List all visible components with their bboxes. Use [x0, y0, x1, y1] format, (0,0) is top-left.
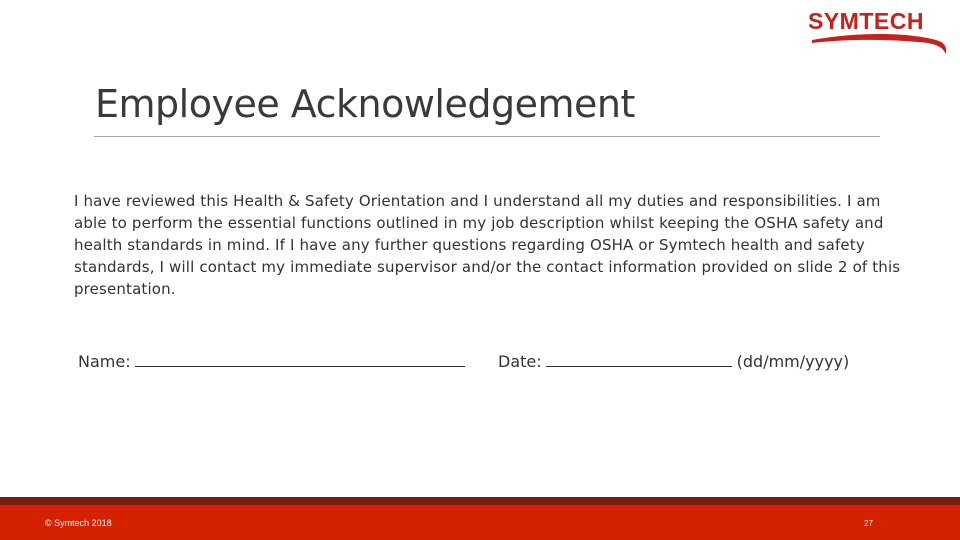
date-format-hint: (dd/mm/yyyy) [736, 352, 850, 371]
date-label: Date: [498, 352, 542, 371]
slide-title: Employee Acknowledgement [95, 82, 635, 126]
logo-wordmark: SYMTECH [808, 8, 924, 34]
date-blank-line[interactable] [546, 348, 732, 367]
symtech-logo [806, 6, 950, 58]
date-field [498, 348, 849, 371]
name-label: Name: [78, 352, 131, 371]
name-field [78, 348, 465, 371]
footer-copyright: © Symtech 2018 [45, 518, 112, 528]
slide-footer [0, 505, 960, 540]
footer-page-number: 27 [864, 519, 873, 528]
acknowledgement-text: I have reviewed this Health & Safety Orientation and I understand all my duties and responsibilities. I am able to perform the essential functions outlined in my job description whilst keeping the OSHA safety and health standards in mind. If I have any further questions regarding OSHA or Symtech health and safety standards, I will contact my immediate supervisor and/or the contact information provided on slide 2 of this presentation. [74, 192, 901, 298]
logo-swoosh-icon [806, 6, 950, 58]
title-divider [94, 136, 880, 137]
footer-accent-stripe [0, 497, 960, 505]
name-blank-line[interactable] [135, 348, 465, 367]
